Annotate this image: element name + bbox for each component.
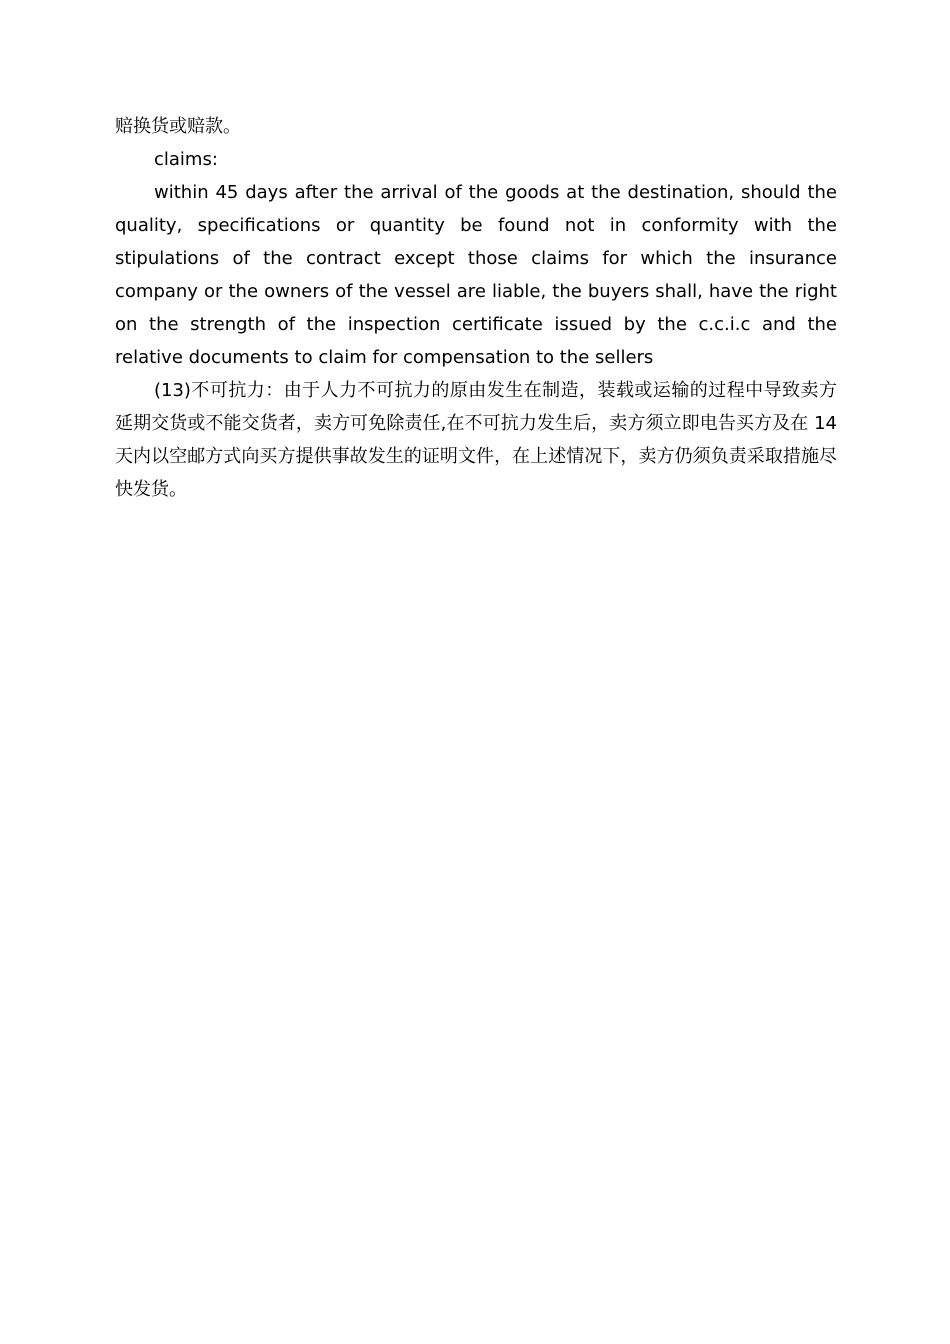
paragraph-claims-text: within 45 days after the arrival of the goods at the destination, should the quality, specifications or quantity be found not in conformity with the stipulations of the contract except those claims for which the insurance company or the owners of the vessel are liable, the buyers shall, have the right on the strength of the inspection certificate issued by the c.c.i.c and the relative documents to claim for compensation to the sellers — [115, 182, 837, 368]
paragraph-compensation-continuation: 赔换货或赔款。 — [115, 116, 241, 137]
document-body — [115, 110, 837, 506]
paragraph-claims-heading: claims: — [154, 149, 218, 170]
paragraph-force-majeure: (13)不可抗力：由于人力不可抗力的原由发生在制造，装载或运输的过程中导致卖方延期交货或不能交货者，卖方可免除责任,在不可抗力发生后，卖方须立即电告买方及在 14 天内以空邮方式向买方提供事故发生的证明文件，在上述情况下，卖方仍须负责采取措施尽快发货。 — [115, 380, 837, 500]
